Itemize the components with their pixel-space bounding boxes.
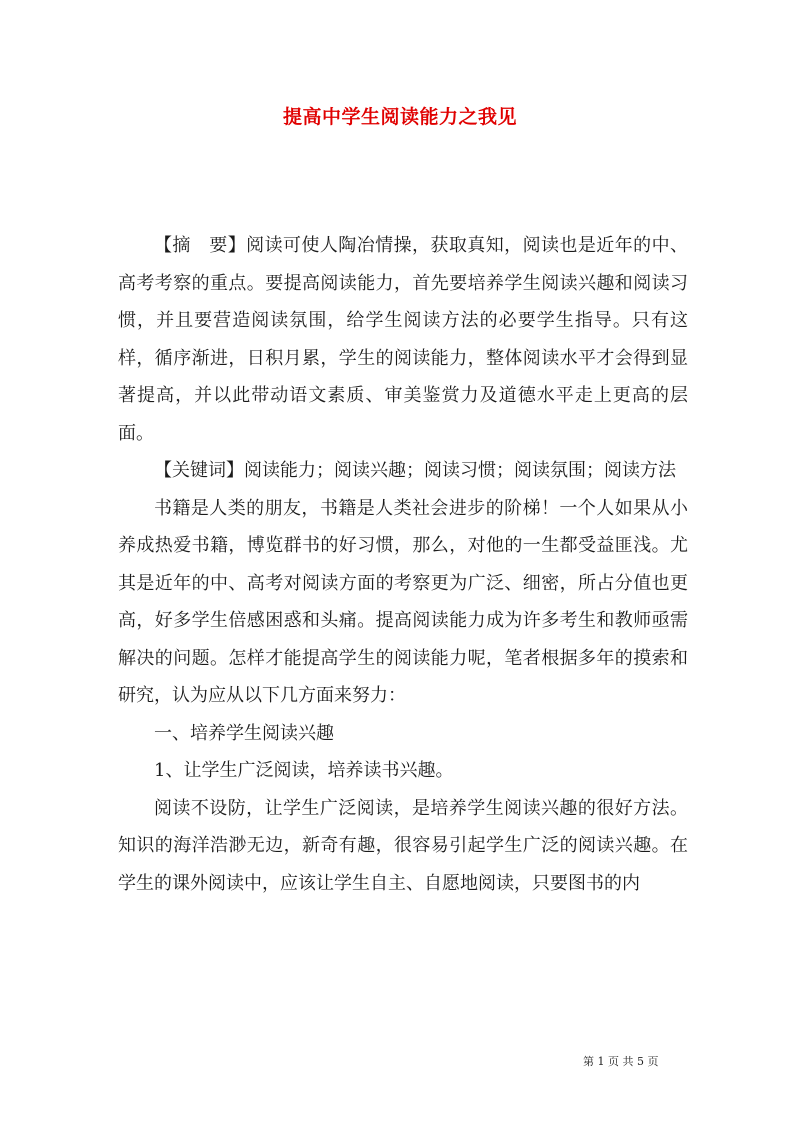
document-body (118, 227, 688, 902)
section-heading: 一、培养学生阅读兴趣 (154, 722, 334, 744)
intro-paragraph: 书籍是人类的朋友，书籍是人类社会进步的阶梯！一个人如果从小养成热爱书籍，博览群书的好习惯，那么，对他的一生都受益匪浅。尤其是近年的中、高考对阅读方面的考察更为广泛、细密，所占分值也更高，好多学生倍感困惑和头痛。提高阅读能力成为许多考生和教师亟需解决的问题。怎样才能提高学生的阅读能力呢，笔者根据多年的摸索和研究，认为应从以下几方面来努力： (118, 497, 688, 706)
abstract-paragraph: 【摘 要】阅读可使人陶冶情操，获取真知，阅读也是近年的中、高考考察的重点。要提高阅读能力，首先要培养学生阅读兴趣和阅读习惯，并且要营造阅读氛围，给学生阅读方法的必要学生指导。只有这样，循序渐进，日积月累，学生的阅读能力，整体阅读水平才会得到显著提高，并以此带动语文素质、审美鉴赏力及道德水平走上更高的层面。 (118, 235, 688, 444)
subsection-heading: 1、让学生广泛阅读，培养读书兴趣。 (154, 760, 454, 781)
document-title: 提高中学生阅读能力之我见 (282, 106, 517, 128)
page-number-footer: 第 1 页 共 5 页 (583, 1055, 659, 1068)
keywords-paragraph: 【关键词】阅读能力；阅读兴趣；阅读习惯；阅读氛围；阅读方法 (154, 460, 676, 481)
body-paragraph: 阅读不设防，让学生广泛阅读，是培养学生阅读兴趣的很好方法。知识的海洋浩渺无边，新奇有趣，很容易引起学生广泛的阅读兴趣。在学生的课外阅读中，应该让学生自主、自愿地阅读，只要图书的内 (118, 797, 688, 894)
